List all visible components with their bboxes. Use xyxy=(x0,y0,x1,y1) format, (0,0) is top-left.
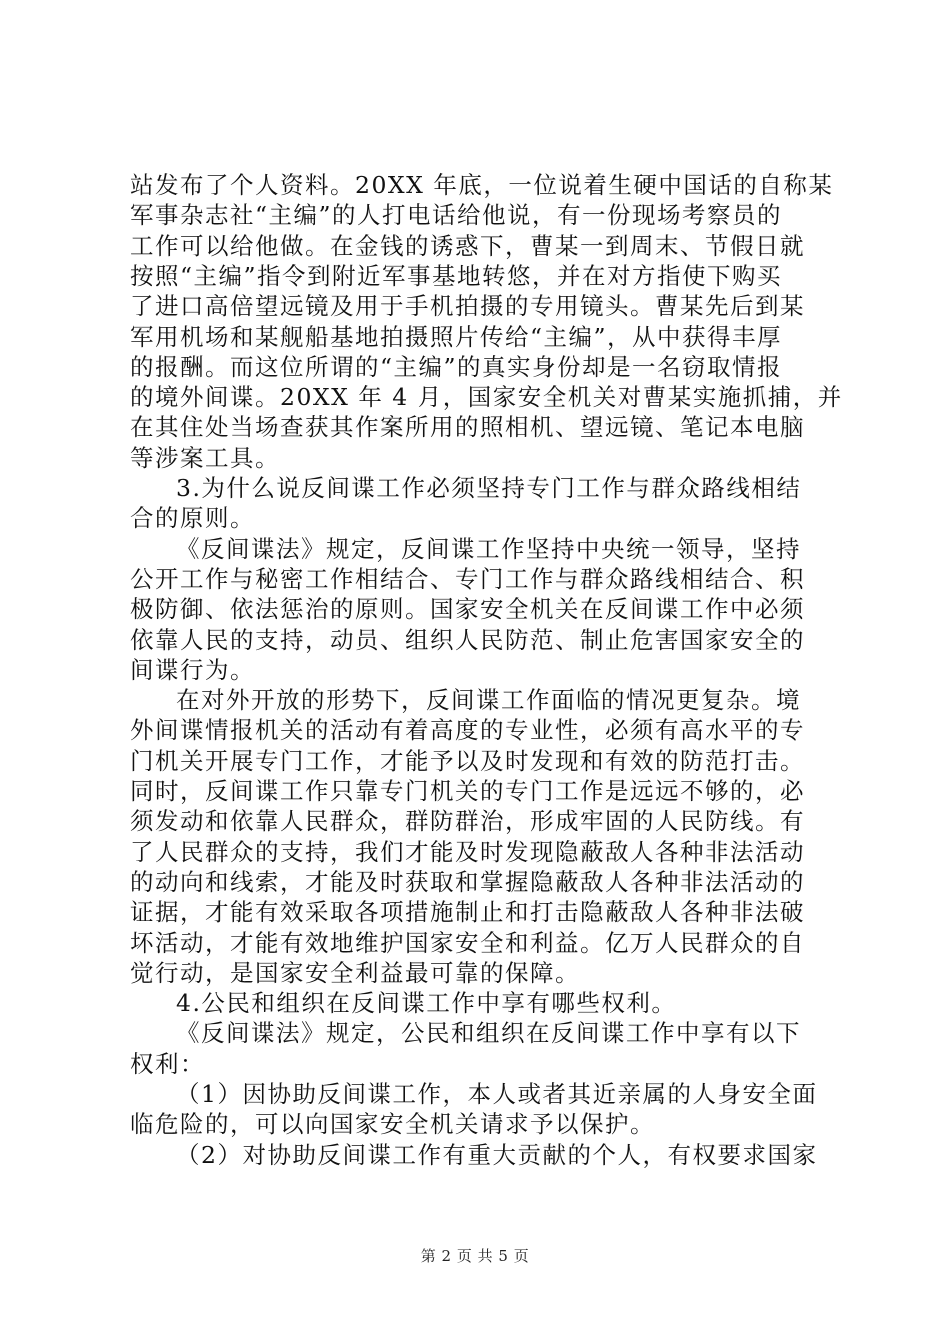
text-line: 同时，反间谍工作只靠专门机关的专门工作是远远不够的，必 xyxy=(130,777,805,805)
text-line: 的动向和线索，才能及时获取和掌握隐蔽敌人各种非法活动的 xyxy=(130,867,805,896)
text-line: 极防御、依法惩治的原则。国家安全机关在反间谍工作中必须 xyxy=(130,595,805,624)
text-line: 军用机场和某舰船基地拍摄照片传给“主编”，从中获得丰厚 xyxy=(130,322,783,351)
text-line: 了人民群众的支持，我们才能及时发现隐蔽敌人各种非法活动 xyxy=(130,837,805,866)
text-line: 《反间谍法》规定，反间谍工作坚持中央统一领导，坚持 xyxy=(176,534,801,563)
text-line: 等涉案工具。 xyxy=(130,443,280,472)
text-line: 公开工作与秘密工作相结合、专门工作与群众路线相结合、积 xyxy=(130,564,805,593)
text-line: 外间谍情报机关的活动有着高度的专业性，必须有高水平的专 xyxy=(130,716,805,745)
list-item: （1）因协助反间谍工作，本人或者其近亲属的人身安全面 xyxy=(176,1080,818,1108)
text-line: 在对外开放的形势下，反间谍工作面临的情况更复杂。境 xyxy=(176,686,801,715)
list-item-continued: 临危险的，可以向国家安全机关请求予以保护。 xyxy=(130,1110,655,1139)
section-heading-continued: 合的原则。 xyxy=(130,504,255,533)
list-item: （2）对协助反间谍工作有重大贡献的个人，有权要求国家 xyxy=(176,1140,818,1169)
text-line: 军事杂志社“主编”的人打电话给他说，有一份现场考察员的 xyxy=(130,201,783,230)
text-line: 权利： xyxy=(130,1049,205,1078)
section-heading: 4.公民和组织在反间谍工作中享有哪些权利。 xyxy=(176,989,677,1018)
page-number-footer: 第 2 页 共 5 页 xyxy=(420,1247,530,1265)
text-line: 的报酬。而这位所谓的“主编”的真实身份却是一名窃取情报 xyxy=(130,352,783,381)
text-line: 证据，才能有效采取各项措施制止和打击隐蔽敌人各种非法破 xyxy=(130,898,805,927)
text-line: 门机关开展专门工作，才能予以及时发现和有效的防范打击。 xyxy=(130,746,805,775)
text-line: 工作可以给他做。在金钱的诱惑下，曹某一到周末、节假日就 xyxy=(130,231,805,260)
text-line: 依靠人民的支持，动员、组织人民防范、制止危害国家安全的 xyxy=(130,625,805,654)
text-line: 坏活动，才能有效地维护国家安全和利益。亿万人民群众的自 xyxy=(130,928,805,957)
text-line: 在其住处当场查获其作案所用的照相机、望远镜、笔记本电脑 xyxy=(130,413,805,442)
text-line: 《反间谍法》规定，公民和组织在反间谍工作中享有以下 xyxy=(176,1019,801,1048)
text-line: 的境外间谍。20XX 年 4 月，国家安全机关对曹某实施抓捕，并 xyxy=(130,383,843,412)
text-line: 觉行动，是国家安全利益最可靠的保障。 xyxy=(130,958,580,987)
text-line: 按照“主编”指令到附近军事基地转悠，并在对方指使下购买 xyxy=(130,261,783,290)
section-heading: 3.为什么说反间谍工作必须坚持专门工作与群众路线相结 xyxy=(176,474,802,502)
text-line: 了进口高倍望远镜及用于手机拍摄的专用镜头。曹某先后到某 xyxy=(130,292,805,321)
text-line: 间谍行为。 xyxy=(130,655,255,684)
text-line: 站发布了个人资料。20XX 年底，一位说着生硬中国话的自称某 xyxy=(130,171,834,199)
text-line: 须发动和依靠人民群众，群防群治，形成牢固的人民防线。有 xyxy=(130,807,805,836)
